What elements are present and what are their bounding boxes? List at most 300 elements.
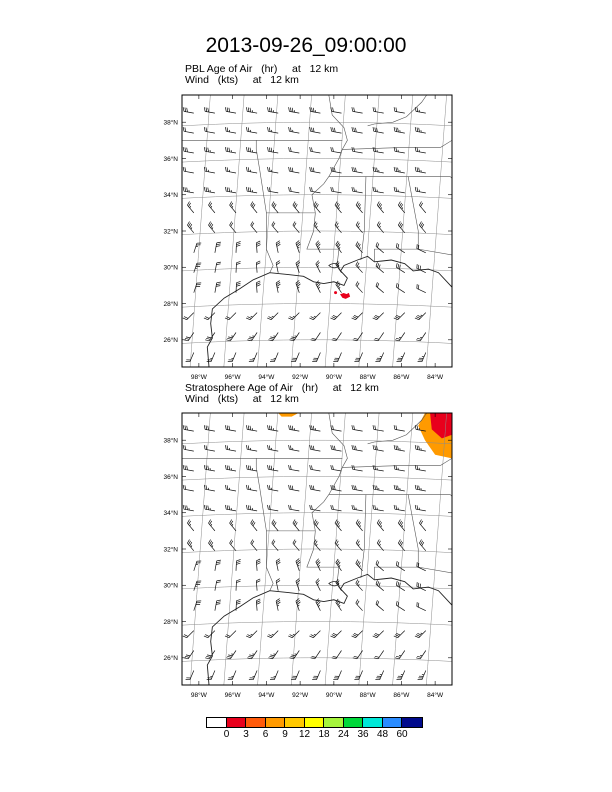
meridian-line <box>224 95 244 367</box>
wind-barb <box>396 601 405 611</box>
wind-barb <box>225 313 236 320</box>
wind-barb <box>376 262 384 273</box>
lat-label: 34°N <box>163 510 178 518</box>
lat-label: 30°N <box>163 582 178 590</box>
wind-barb <box>183 445 194 451</box>
wind-barb <box>289 147 300 153</box>
parallel-line <box>182 622 452 626</box>
wind-barb <box>419 520 425 531</box>
wind-barb <box>209 520 215 531</box>
colorbar-cell <box>305 718 325 727</box>
wind-barb <box>268 651 278 659</box>
wind-barbs <box>183 107 426 362</box>
wind-barb <box>296 579 300 591</box>
wind-barb <box>310 425 321 431</box>
wind-barb <box>356 242 363 253</box>
wind-barb <box>376 560 384 571</box>
wind-barb <box>215 600 221 611</box>
wind-barb <box>204 313 215 320</box>
parallel-line <box>182 549 452 553</box>
wind-barb <box>396 263 405 273</box>
lon-label: 90°W <box>325 692 342 699</box>
wind-barb <box>374 333 384 341</box>
wind-barb <box>335 520 342 531</box>
wind-barb <box>268 505 279 511</box>
wind-barb <box>204 445 215 451</box>
wind-barb <box>312 353 320 362</box>
wind-barb <box>246 107 257 113</box>
wind-barb <box>225 505 236 511</box>
wind-barb <box>397 671 405 680</box>
wind-barb <box>246 631 257 638</box>
wind-barb <box>331 425 342 431</box>
wind-barb <box>394 485 405 491</box>
lon-label: 92°W <box>292 374 309 381</box>
state-border <box>450 495 469 513</box>
wind-barb <box>194 243 201 253</box>
wind-barb <box>183 465 194 471</box>
wind-barb <box>394 445 405 451</box>
wind-barbs <box>183 425 426 680</box>
wind-barb <box>268 187 279 193</box>
parallel-line <box>182 476 452 480</box>
state-border <box>307 213 341 271</box>
wind-barb <box>230 520 236 531</box>
wind-barb <box>415 485 426 491</box>
meridian-line <box>224 413 244 685</box>
wind-barb <box>331 445 342 451</box>
state-border <box>418 567 460 574</box>
wind-barb <box>204 167 215 173</box>
wind-barb <box>204 505 215 511</box>
colorbar-cell <box>344 718 364 727</box>
wind-barb <box>249 671 257 680</box>
wind-barb <box>270 353 278 362</box>
wind-barb <box>267 631 278 638</box>
wind-barb <box>394 127 405 133</box>
wind-barb <box>225 465 236 471</box>
colorbar-cell <box>207 718 227 727</box>
wind-barb <box>296 280 301 292</box>
wind-barb <box>256 281 260 293</box>
meridian-line <box>359 413 379 685</box>
wind-barb <box>415 631 426 638</box>
wind-barb <box>256 599 260 611</box>
wind-barb <box>398 540 405 551</box>
wind-barb <box>352 167 363 173</box>
wind-barb <box>268 485 279 491</box>
wind-barb <box>415 505 426 511</box>
wind-barb <box>377 202 384 213</box>
wind-barb <box>352 187 363 193</box>
wind-barb <box>183 147 194 153</box>
wind-barb <box>394 107 405 113</box>
wind-barb <box>398 202 405 213</box>
wind-barb <box>272 520 278 531</box>
wind-barb <box>377 540 384 551</box>
wind-barb <box>288 313 299 320</box>
wind-barb <box>352 445 363 451</box>
meridian-line <box>258 95 278 367</box>
lat-label: 38°N <box>163 119 178 127</box>
wind-barb <box>415 465 426 471</box>
parallel-line <box>182 304 452 308</box>
wind-barb <box>270 671 278 680</box>
state-border <box>361 177 366 260</box>
wind-barb <box>288 631 299 638</box>
state-border <box>342 466 440 468</box>
wind-barb <box>375 353 383 362</box>
meridian-line <box>426 95 446 367</box>
wind-barb <box>246 147 257 153</box>
lon-label: 96°W <box>224 692 241 699</box>
wind-barb <box>331 465 342 471</box>
wind-barb <box>194 601 201 611</box>
wind-barb <box>310 127 321 133</box>
wind-barb <box>289 425 300 431</box>
lat-label: 26°N <box>163 337 178 345</box>
wind-barb <box>417 264 426 273</box>
colorbar-cell <box>383 718 403 727</box>
wind-barb <box>204 187 215 193</box>
lat-label: 28°N <box>163 618 178 626</box>
colorbar-cell <box>246 718 266 727</box>
wind-barb <box>215 282 221 293</box>
wind-barb <box>187 222 193 233</box>
pbl-age-red-region <box>341 293 350 298</box>
wind-barb <box>394 187 405 193</box>
wind-barb <box>310 465 321 471</box>
wind-barb <box>296 559 301 571</box>
lat-label: 34°N <box>163 192 178 200</box>
wind-barb <box>312 671 320 680</box>
wind-barb <box>373 167 384 173</box>
wind-barb <box>333 671 341 680</box>
state-border <box>307 531 341 589</box>
wind-barb <box>268 465 279 471</box>
wind-barb <box>225 167 236 173</box>
wind-barb <box>373 313 384 320</box>
wind-barb <box>276 559 280 571</box>
wind-barb <box>352 127 363 133</box>
meridian-line <box>359 95 379 367</box>
wind-barb <box>396 243 405 253</box>
lon-label: 92°W <box>292 692 309 699</box>
lat-lon-grid <box>182 95 452 367</box>
wind-barb <box>267 313 278 320</box>
wind-barb <box>293 202 299 213</box>
wind-barb <box>187 520 193 531</box>
colorbar-cell <box>402 718 422 727</box>
wind-barb <box>310 147 321 153</box>
lat-label: 38°N <box>163 437 178 445</box>
wind-barb <box>331 631 342 638</box>
wind-barb <box>335 202 342 213</box>
wind-barb <box>236 242 241 253</box>
wind-barb <box>293 520 299 531</box>
wind-barb <box>376 282 384 293</box>
state-border <box>256 140 273 272</box>
meridian-line <box>393 95 413 367</box>
wind-barb <box>419 202 425 213</box>
wind-barb <box>236 261 241 272</box>
wind-barb <box>268 445 279 451</box>
parallel-line <box>182 231 452 235</box>
wind-barb <box>310 187 321 193</box>
wind-barb <box>376 600 384 611</box>
wind-barb <box>356 262 363 273</box>
lon-label: 86°W <box>393 692 410 699</box>
wind-barb <box>394 425 405 431</box>
lon-label: 84°W <box>427 374 444 381</box>
wind-barb <box>183 313 194 320</box>
bottom-field-line: Stratosphere Age of Air (hr) at 12 km <box>185 382 379 394</box>
colorbar-label: 0 <box>223 729 230 740</box>
pbl-map-panel <box>163 95 468 381</box>
wind-barb <box>395 651 405 659</box>
stratosphere-age-small-region <box>278 413 298 417</box>
state-border <box>450 177 469 195</box>
wind-barb <box>256 559 260 571</box>
wind-barb <box>215 242 221 253</box>
wind-barb <box>225 425 236 431</box>
wind-barb <box>415 167 426 173</box>
wind-barb <box>225 631 236 638</box>
colorbar-label: 24 <box>337 729 350 740</box>
wind-barb <box>276 579 280 591</box>
wind-barb <box>256 579 260 591</box>
wind-barb <box>398 222 405 233</box>
wind-barb <box>331 107 342 113</box>
wind-barb <box>418 671 426 680</box>
wind-barb <box>373 485 384 491</box>
wind-barb <box>296 241 301 253</box>
lat-lon-grid <box>182 413 452 685</box>
colorbar-cell <box>285 718 305 727</box>
top-field-line: PBL Age of Air (hr) at 12 km <box>185 63 339 75</box>
wind-barb <box>236 560 241 571</box>
wind-barb <box>230 540 236 551</box>
wind-barb <box>289 127 300 133</box>
wind-barb <box>395 333 405 341</box>
colorbar-cell <box>363 718 383 727</box>
wind-barb <box>394 167 405 173</box>
wind-barb <box>225 445 236 451</box>
wind-barb <box>296 598 301 610</box>
wind-barb <box>183 485 194 491</box>
wind-barb <box>289 107 300 113</box>
colorbar-label: 3 <box>243 729 249 740</box>
wind-barb <box>228 353 236 362</box>
wind-barb <box>415 445 426 451</box>
wind-barb <box>373 187 384 193</box>
wind-barb <box>352 631 363 638</box>
wind-barb <box>394 631 405 638</box>
wind-barb <box>397 353 405 362</box>
wind-barb <box>272 202 278 213</box>
wind-barb <box>415 147 426 153</box>
wind-barb <box>186 353 194 362</box>
wind-barb <box>247 651 257 659</box>
wind-barb <box>225 127 236 133</box>
wind-barb <box>416 651 426 659</box>
lon-label: 86°W <box>393 374 410 381</box>
colorbar-label: 9 <box>282 729 288 740</box>
lon-label: 88°W <box>359 374 376 381</box>
wind-barb <box>289 445 300 451</box>
wind-barb <box>394 313 405 320</box>
wind-barb <box>205 651 215 659</box>
wind-barb <box>289 187 300 193</box>
wind-barb <box>296 261 300 273</box>
wind-barb <box>316 241 321 253</box>
lat-label: 28°N <box>163 300 178 308</box>
wind-barb <box>419 222 425 233</box>
wind-barb <box>183 505 194 511</box>
wind-barb <box>247 333 257 341</box>
wind-barb <box>415 187 426 193</box>
wind-barb <box>204 631 215 638</box>
wind-barb <box>419 540 425 551</box>
lon-label: 88°W <box>359 692 376 699</box>
wind-barb <box>230 202 236 213</box>
wind-barb <box>375 671 383 680</box>
wind-barb <box>417 284 426 293</box>
wind-barb <box>204 485 215 491</box>
colorbar-labels <box>0 729 612 743</box>
main-title: 2013-09-26_09:00:00 <box>205 34 407 57</box>
parallel-line <box>182 122 452 126</box>
wind-barb <box>356 281 363 292</box>
wind-barb <box>396 283 405 293</box>
state-border <box>418 249 460 256</box>
wind-barb <box>376 580 384 591</box>
wind-barb <box>183 425 194 431</box>
meridian-line <box>393 413 413 685</box>
wind-barb <box>246 465 257 471</box>
wind-barb <box>394 147 405 153</box>
colorbar-label: 60 <box>396 729 408 740</box>
wind-barb <box>276 261 280 273</box>
wind-barb <box>209 222 215 233</box>
wind-barb <box>418 353 426 362</box>
colorbar <box>206 717 423 728</box>
wind-barb <box>194 283 201 293</box>
wind-barb <box>352 485 363 491</box>
wind-barb <box>352 313 363 320</box>
lon-label: 96°W <box>224 374 241 381</box>
wind-barb <box>374 651 384 659</box>
wind-barb <box>251 202 257 213</box>
state-border <box>342 148 440 150</box>
wind-barb <box>249 353 257 362</box>
wind-barb <box>246 167 257 173</box>
wind-barb <box>352 147 363 153</box>
wind-barb <box>251 520 257 531</box>
wind-barb <box>183 187 194 193</box>
wind-barb <box>246 485 257 491</box>
wind-barb <box>205 333 215 341</box>
parallel-line <box>182 658 452 662</box>
lat-label: 32°N <box>163 546 178 554</box>
state-borders <box>182 95 469 273</box>
wind-barb <box>268 333 278 341</box>
wind-barb <box>373 631 384 638</box>
wind-barb <box>204 127 215 133</box>
state-border <box>361 495 366 578</box>
lat-label: 36°N <box>163 155 178 163</box>
wind-barb <box>417 602 426 611</box>
meridian-line <box>190 413 210 685</box>
wind-barb <box>187 540 193 551</box>
lon-label: 84°W <box>427 692 444 699</box>
parallel-line <box>182 158 452 162</box>
wind-barb <box>246 313 257 320</box>
meridian-line <box>258 413 278 685</box>
state-border <box>256 458 273 590</box>
wind-barb <box>289 167 300 173</box>
wind-barb <box>352 505 363 511</box>
wind-barb <box>331 127 342 133</box>
map-content <box>182 413 469 685</box>
colorbar-label: 18 <box>318 729 330 740</box>
wind-barb <box>354 671 362 680</box>
colorbar-cell <box>227 718 247 727</box>
wind-barb <box>215 580 221 591</box>
wind-barb <box>230 222 236 233</box>
colorbar-label: 36 <box>357 729 369 740</box>
wind-barb <box>268 167 279 173</box>
map-content <box>182 95 469 367</box>
wind-barb <box>336 599 342 611</box>
wind-barb <box>356 599 363 610</box>
colorbar-cell <box>324 718 344 727</box>
wind-barb <box>377 222 384 233</box>
wind-barb <box>289 485 300 491</box>
wind-barb <box>331 187 342 193</box>
wind-barb <box>228 671 236 680</box>
parallel-line <box>182 340 452 344</box>
wind-barb <box>186 671 194 680</box>
wind-barb <box>332 333 342 341</box>
wind-barb <box>331 505 342 511</box>
wind-barb <box>246 505 257 511</box>
wind-barb <box>356 560 363 571</box>
colorbar-label: 48 <box>376 729 389 740</box>
wind-barb <box>236 579 241 590</box>
wind-barb <box>332 651 342 659</box>
wind-barb <box>194 561 201 571</box>
wind-barb <box>356 520 363 531</box>
lon-label: 98°W <box>190 692 207 699</box>
wind-barb <box>396 561 405 571</box>
wind-barb <box>226 651 236 659</box>
wind-barb <box>183 167 194 173</box>
colorbar-cell <box>266 718 286 727</box>
wind-barb <box>225 187 236 193</box>
wind-barb <box>289 465 300 471</box>
wind-barb <box>183 127 194 133</box>
wind-barb <box>356 202 363 213</box>
wind-barb <box>246 127 257 133</box>
wind-barb <box>289 505 300 511</box>
wind-barb <box>209 540 215 551</box>
wind-barb <box>256 261 260 273</box>
wind-barb <box>373 505 384 511</box>
lat-label: 30°N <box>163 264 178 272</box>
wind-barb <box>276 281 280 293</box>
top-wind-line: Wind (kts) at 12 km <box>185 74 299 86</box>
